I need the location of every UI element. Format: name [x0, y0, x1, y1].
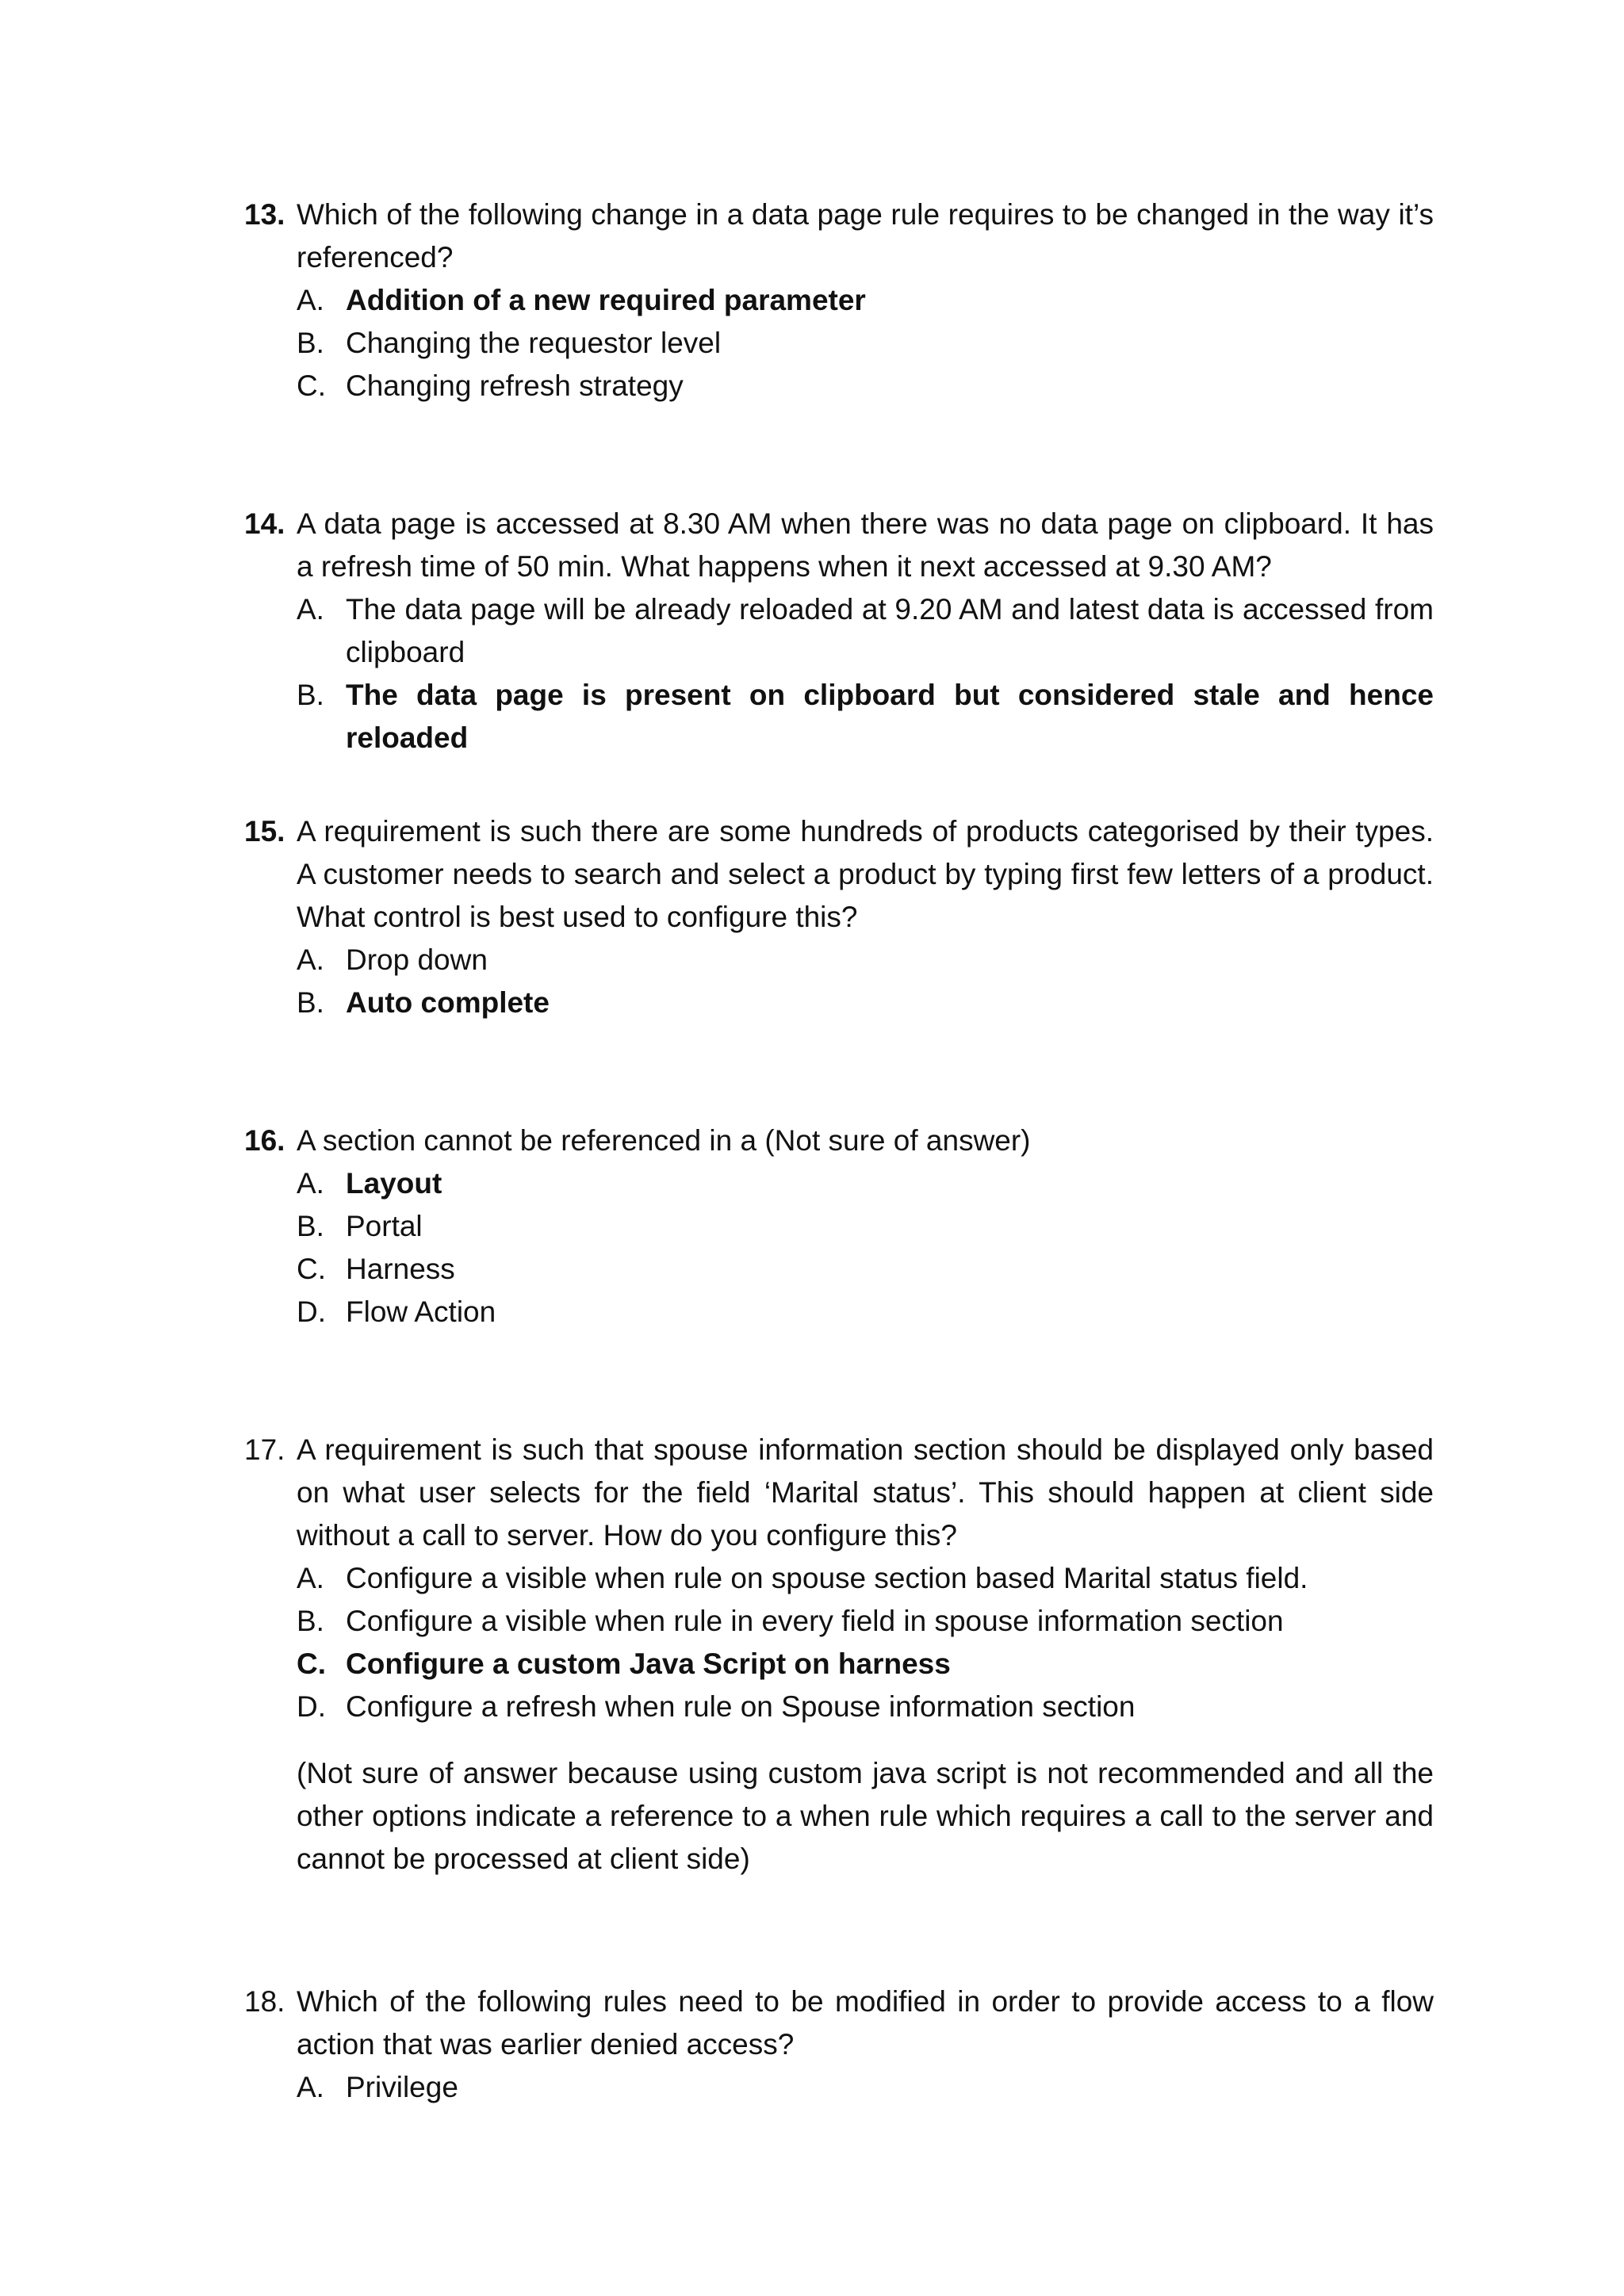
- option-text: Layout: [346, 1167, 442, 1200]
- option-letter: A.: [297, 284, 324, 316]
- option-a: [244, 939, 1434, 982]
- question-14: [244, 503, 1434, 760]
- option-b: [244, 674, 1434, 760]
- question-13: [244, 193, 1434, 408]
- question-text: A section cannot be referenced in a (Not sure of answer): [297, 1124, 1031, 1157]
- option-letter: B.: [297, 679, 324, 711]
- question-text: Which of the following change in a data page rule requires to be changed in the way it’s referenced?: [297, 198, 1434, 274]
- question-number: 18.: [244, 1985, 285, 2018]
- option-letter: B.: [297, 327, 324, 359]
- option-letter: B.: [297, 1210, 324, 1242]
- option-a: [244, 2066, 1434, 2109]
- option-letter: D.: [297, 1295, 326, 1328]
- question-text: A requirement is such that spouse information section should be displayed only based on what user selects for the field ‘Marital status’. This should happen at client side without a call to server. How do you configure this?: [297, 1433, 1434, 1552]
- question-16: [244, 1119, 1434, 1334]
- option-letter: D.: [297, 1690, 326, 1723]
- question-stem: [244, 1980, 1434, 2066]
- question-number: 16.: [244, 1124, 285, 1157]
- option-text: Configure a visible when rule in every field in spouse information section: [346, 1605, 1284, 1637]
- option-letter: B.: [297, 1605, 324, 1637]
- option-b: [244, 1205, 1434, 1248]
- option-text: Drop down: [346, 943, 488, 976]
- option-letter: C.: [297, 1647, 326, 1680]
- option-c: [244, 1248, 1434, 1291]
- option-d: [244, 1291, 1434, 1334]
- option-a: [244, 1557, 1434, 1600]
- option-b: [244, 322, 1434, 365]
- option-a: [244, 588, 1434, 674]
- question-stem: [244, 503, 1434, 588]
- option-text: Configure a custom Java Script on harness: [346, 1647, 951, 1680]
- question-text: A data page is accessed at 8.30 AM when there was no data page on clipboard. It has a refresh time of 50 min. What happens when it next accessed at 9.30 AM?: [297, 507, 1434, 583]
- question-number: 13.: [244, 198, 285, 231]
- option-text: Addition of a new required parameter: [346, 284, 866, 316]
- option-b: [244, 1600, 1434, 1643]
- option-letter: A.: [297, 1167, 324, 1200]
- answer-note: (Not sure of answer because using custom java script is not recommended and all the other options indicate a reference to a when rule which requires a call to the server and cannot be processed at client side): [297, 1757, 1434, 1875]
- question-stem: [244, 810, 1434, 939]
- option-c: [244, 1643, 1434, 1686]
- option-text: Changing refresh strategy: [346, 369, 684, 402]
- question-stem: [244, 193, 1434, 279]
- question-17: [244, 1429, 1434, 1881]
- question-stem: [244, 1119, 1434, 1162]
- option-text: Configure a refresh when rule on Spouse information section: [346, 1690, 1136, 1723]
- question-number: 14.: [244, 507, 285, 540]
- question-text: A requirement is such there are some hundreds of products categorised by their types. A customer needs to search and select a product by typing first few letters of a product. What control is best used to configure this?: [297, 815, 1434, 933]
- question-18: [244, 1980, 1434, 2109]
- option-letter: C.: [297, 1253, 326, 1285]
- option-b: [244, 982, 1434, 1024]
- option-text: Changing the requestor level: [346, 327, 722, 359]
- question-number: 15.: [244, 815, 285, 848]
- option-letter: A.: [297, 943, 324, 976]
- option-text: Configure a visible when rule on spouse section based Marital status field.: [346, 1562, 1308, 1594]
- option-a: [244, 1162, 1434, 1205]
- option-text: Portal: [346, 1210, 423, 1242]
- option-text: Privilege: [346, 2071, 458, 2103]
- option-text: Flow Action: [346, 1295, 496, 1328]
- option-list: [244, 279, 1434, 408]
- question-number: 17.: [244, 1433, 285, 1466]
- question-text: Which of the following rules need to be modified in order to provide access to a flow action that was earlier denied access?: [297, 1985, 1434, 2061]
- option-list: [244, 1557, 1434, 1728]
- option-a: [244, 279, 1434, 322]
- option-text: Auto complete: [346, 986, 550, 1019]
- question-15: [244, 810, 1434, 1024]
- option-c: [244, 365, 1434, 408]
- option-letter: A.: [297, 1562, 324, 1594]
- option-letter: A.: [297, 2071, 324, 2103]
- option-list: [244, 588, 1434, 760]
- option-list: [244, 939, 1434, 1024]
- option-d: [244, 1686, 1434, 1728]
- option-text: The data page will be already reloaded at 9.20 AM and latest data is accessed from clipboard: [346, 593, 1434, 668]
- option-letter: B.: [297, 986, 324, 1019]
- option-list: [244, 1162, 1434, 1334]
- option-letter: A.: [297, 593, 324, 626]
- question-stem: [244, 1429, 1434, 1557]
- option-letter: C.: [297, 369, 326, 402]
- option-text: The data page is present on clipboard but considered stale and hence reloaded: [346, 679, 1434, 754]
- option-list: [244, 2066, 1434, 2109]
- option-text: Harness: [346, 1253, 455, 1285]
